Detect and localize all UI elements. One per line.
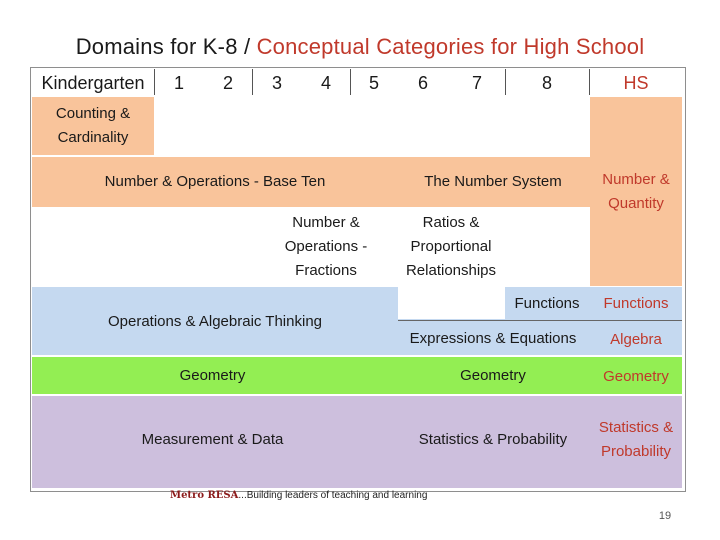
header-divider [154, 69, 155, 95]
empty-cell [398, 287, 505, 319]
grade-header-1: 1 [173, 72, 184, 93]
page-number: 19 [658, 510, 672, 522]
cell-geometry-ms: Geometry [460, 367, 526, 384]
footer-brand: Metro RESA [170, 490, 239, 501]
header-divider [505, 69, 506, 95]
cell-operations-algebraic: Operations & Algebraic Thinking [107, 313, 322, 330]
grade-header-4: 4 [320, 72, 331, 93]
cell-algebra: Algebra [610, 331, 662, 348]
footer-credit [170, 490, 427, 501]
grade-header-8: 8 [541, 72, 552, 93]
cell-number-system: The Number System [424, 173, 562, 190]
cell-geometry-k5: Geometry [179, 367, 246, 384]
footer-tagline: ...Building leaders of teaching and learning [238, 490, 428, 501]
grade-header-hs: HS [623, 72, 649, 93]
grade-header-3: 3 [271, 72, 282, 93]
cell-ratios: Ratios & Proportional Relationships [405, 214, 497, 279]
cell-expressions-equations: Expressions & Equations [409, 330, 577, 347]
cell-fractions: Number & Operations - Fractions [284, 214, 368, 279]
empty-cell [32, 207, 254, 286]
header-divider [350, 69, 351, 95]
grade-header-6: 6 [417, 72, 428, 93]
title-part-hs: Conceptual Categories for High School [256, 34, 645, 59]
page-title [0, 34, 720, 60]
grade-header-2: 2 [222, 72, 233, 93]
row-divider [398, 320, 682, 321]
grade-header-7: 7 [471, 72, 482, 93]
header-divider [589, 69, 590, 95]
cell-counting-cardinality: Counting & Cardinality [32, 97, 154, 155]
title-part-k8: Domains for K-8 / [75, 34, 257, 59]
empty-cell [505, 207, 590, 286]
header-divider [252, 69, 253, 95]
grade-header-k: Kindergarten [41, 72, 145, 93]
cell-functions-ms: Functions [514, 295, 580, 312]
cell-number-quantity: Number & Quantity [602, 171, 670, 212]
grade-header-5: 5 [368, 72, 379, 93]
cell-statistics-ms: Statistics & Probability [418, 431, 568, 448]
cell-nbt: Number & Operations - Base Ten [104, 173, 326, 190]
cell-statistics-hs: Statistics & Probability [598, 419, 674, 460]
cell-measurement-data: Measurement & Data [141, 431, 284, 448]
cell-functions-hs: Functions [603, 295, 669, 312]
cell-geometry-hs: Geometry [603, 368, 669, 385]
